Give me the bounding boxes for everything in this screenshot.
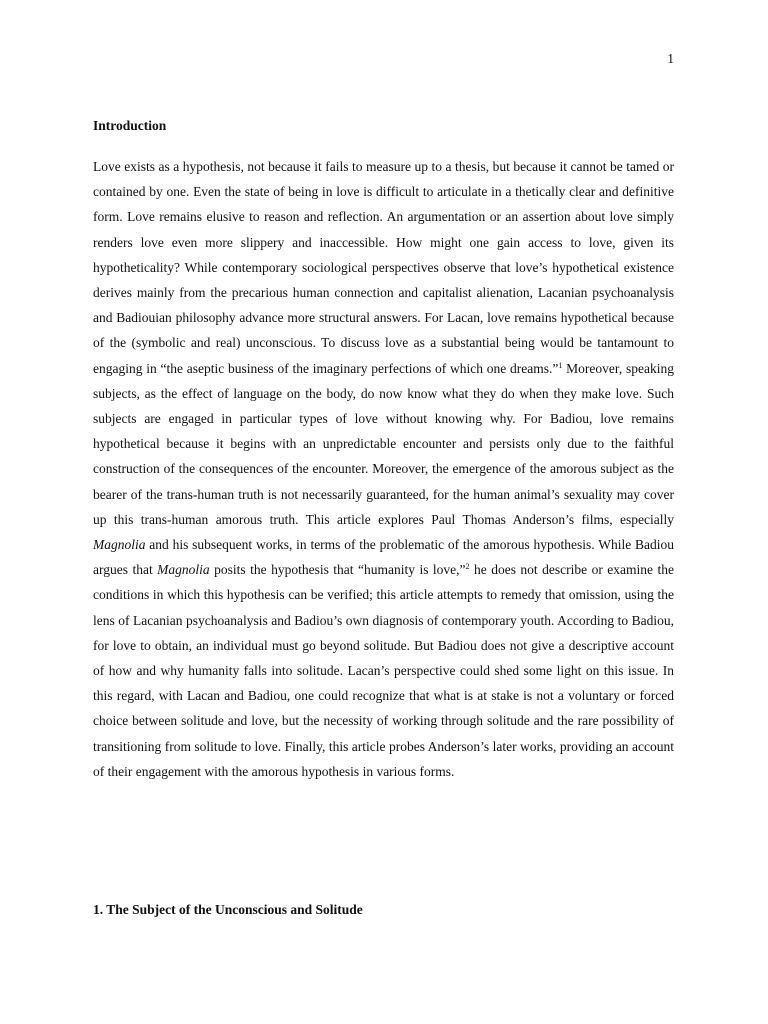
footnote-ref-2[interactable]: 2 [465,562,470,572]
paragraph-text: Moreover, speaking subjects, as the effect of language on the body, do now know what they do when they make love. Such subjects are engaged in particular types of love without knowing why. For Badiou, love remains hypothetical because it begins with an unpredictable encounter and persists only due to the faithful construction of the consequences of the encounter. Moreover, the emergence of the amorous subject as the bearer of the trans-human truth is not necessarily guaranteed, for the human animal’s sexuality may cover up this trans-human amorous truth. This article explores Paul Thomas Anderson’s films, especially [93,360,674,527]
paragraph-text: Love exists as a hypothesis, not because it fails to measure up to a thesis, but because it cannot be tamed or contained by one. Even the state of being in love is difficult to articulate in a thetically clear and definitive form. Love remains elusive to reason and reflection. An argumentation or an assertion about love simply renders love even more slippery and inaccessible. How might one gain access to love, given its hypotheticality? While contemporary sociological perspectives observe that love’s hypothetical existence derives mainly from the precarious human connection and capitalist alienation, Lacanian psychoanalysis and Badiouian philosophy advance more structural answers. For Lacan, love remains hypothetical because of the (symbolic and real) unconscious. To discuss love as a substantial being would be tantamount to engaging in “the aseptic business of the imaginary perfections of which one dreams.” [93,159,674,376]
paragraph-text: he does not describe or examine the conditions in which this hypothesis can be verified; this article attempts to remedy that omission, using the lens of Lacanian psychoanalysis and Badiou’s own diagnosis of contemporary youth. According to Badiou, for love to obtain, an individual must go beyond solitude. But Badiou does not give a descriptive account of how and why humanity falls into solitude. Lacan’s perspective could shed some light on this issue. In this regard, with Lacan and Badiou, one could recognize that what is at stake is not a voluntary or forced choice between solitude and love, but the necessity of working through solitude and the rare possibility of transitioning from solitude to love. Finally, this article probes Anderson’s later works, providing an account of their engagement with the amorous hypothesis in various forms. [93,562,674,779]
footnote-ref-1[interactable]: 1 [558,360,563,370]
paragraph-text: posits the hypothesis that “humanity is love,” [209,562,466,578]
film-title-magnolia: Magnolia [93,537,146,553]
page-number: 1 [667,51,674,66]
section-heading-introduction: Introduction [93,118,167,133]
film-title-magnolia: Magnolia [157,562,210,578]
paragraph-text: and his subsequent works, in terms of the problematic of the amorous hypothesis. While Badiou argues that [93,537,674,578]
introduction-paragraph [93,154,674,784]
section-heading-subject-unconscious: 1. The Subject of the Unconscious and Solitude [93,902,363,917]
